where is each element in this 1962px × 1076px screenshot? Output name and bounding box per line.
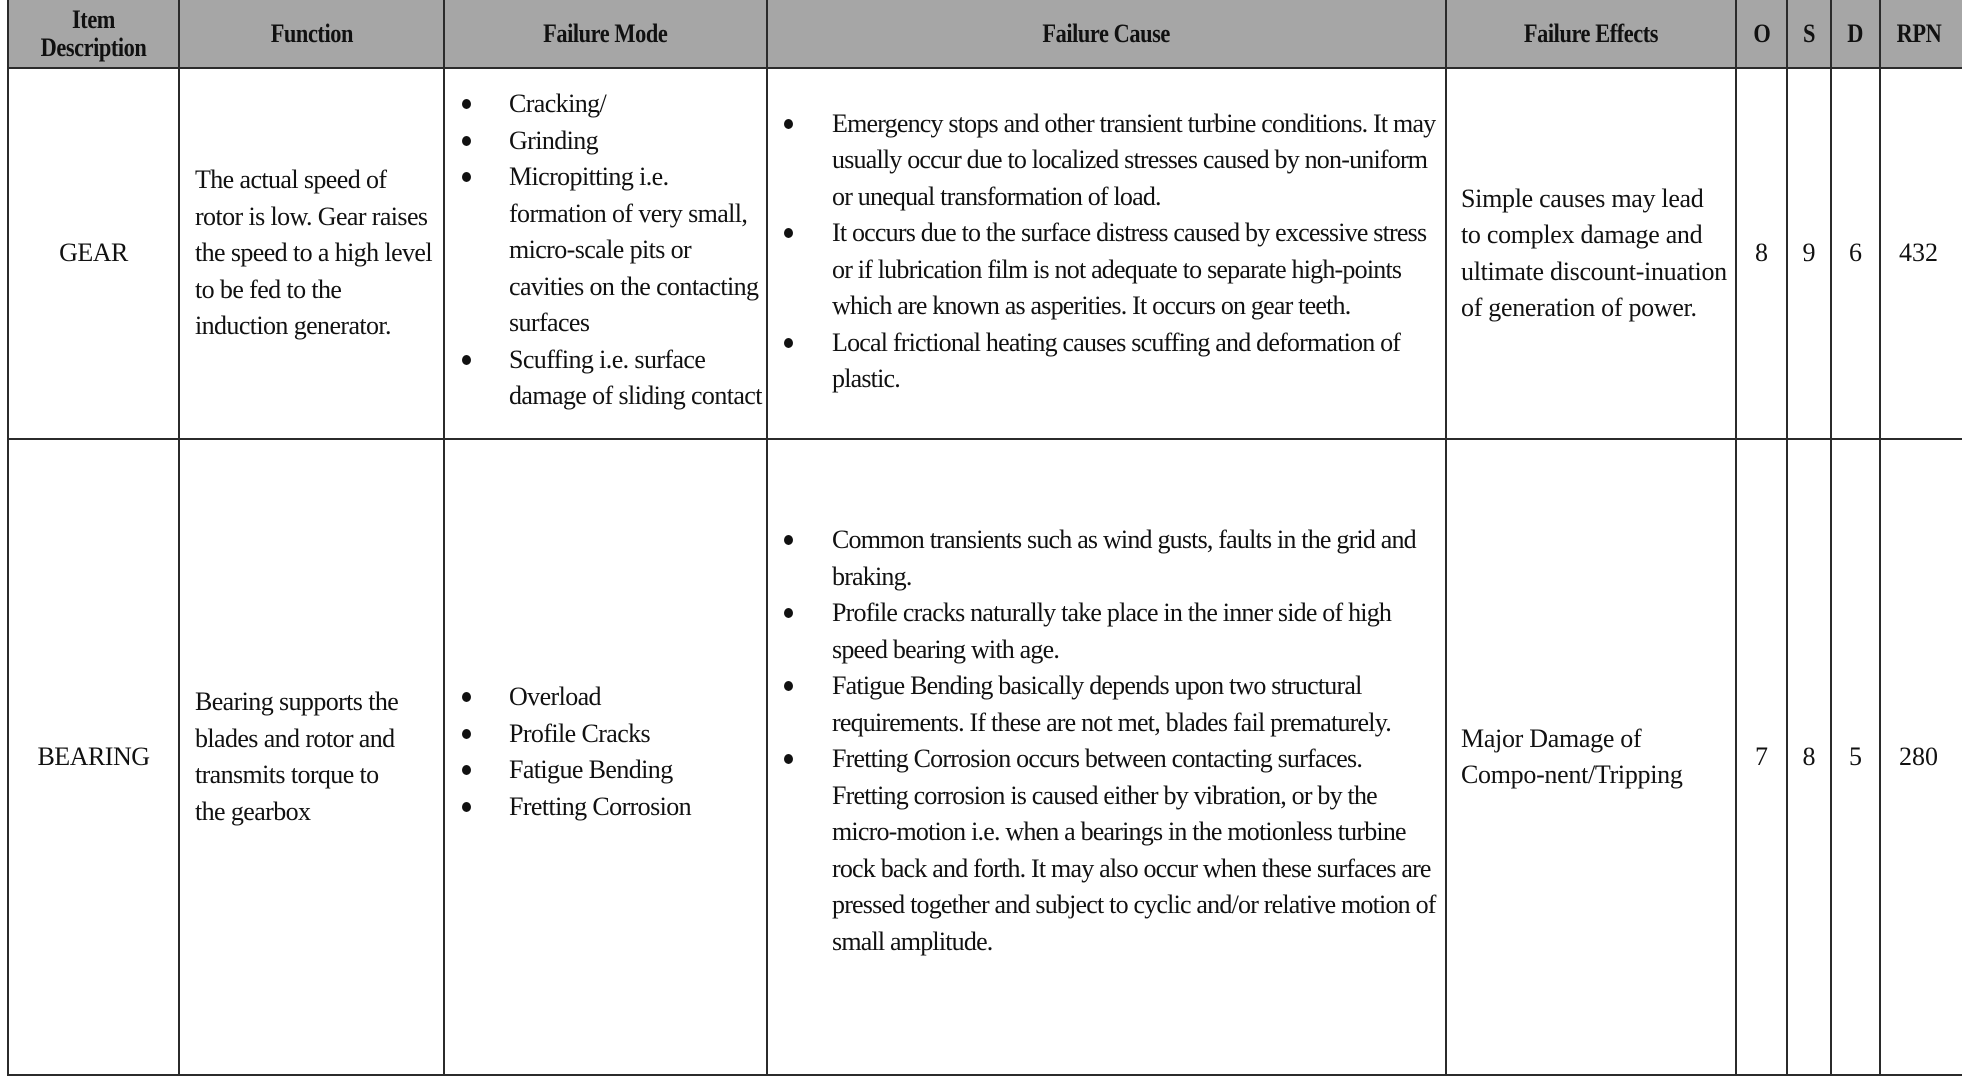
header-item-description (8, 0, 179, 68)
table-row-gear (8, 68, 1962, 439)
bullet-icon (784, 535, 793, 545)
header-failure-mode: Failure Mode (444, 0, 767, 68)
failure-mode-cell (444, 68, 767, 439)
item-description-cell: GEAR (8, 68, 179, 439)
header-item-description-label: Item Description (40, 4, 147, 62)
failure-mode-list (445, 86, 762, 415)
header-row (8, 0, 1962, 68)
severity-value: 9 (1787, 68, 1831, 439)
failure-mode-cell (444, 439, 767, 1075)
failure-cause-list (768, 522, 1441, 960)
bullet-icon (462, 692, 471, 702)
bullet-icon (784, 228, 793, 238)
function-cell: The actual speed of rotor is low. Gear raises the speed to a high level to be fed to the induction generator. (179, 68, 444, 439)
bullet-icon (784, 754, 793, 764)
occurrence-value: 7 (1736, 439, 1787, 1075)
failure-mode-item: Scuffing i.e. surface damage of sliding contact (445, 342, 762, 415)
header-failure-effects: Failure Effects (1446, 0, 1736, 68)
bullet-icon (462, 355, 471, 365)
header-detection: D (1831, 0, 1880, 68)
failure-cause-item: Local frictional heating causes scuffing and deformation of plastic. (768, 325, 1441, 398)
failure-effects-cell: Major Damage of Compo-nent/Tripping (1446, 439, 1736, 1075)
bullet-icon (462, 99, 471, 109)
occurrence-value: 8 (1736, 68, 1787, 439)
table-body (8, 68, 1962, 1075)
bullet-icon (784, 608, 793, 618)
rpn-value: 432 (1880, 68, 1962, 439)
bullet-icon (462, 729, 471, 739)
header-failure-cause: Failure Cause (767, 0, 1446, 68)
bullet-icon (784, 681, 793, 691)
failure-mode-item: Fretting Corrosion (445, 789, 762, 826)
failure-effects-cell: Simple causes may lead to complex damage and ultimate discount-inuation of generation of power. (1446, 68, 1736, 439)
item-description-cell: BEARING (8, 439, 179, 1075)
failure-mode-item: Grinding (445, 123, 762, 160)
bullet-icon (462, 136, 471, 146)
function-cell (179, 439, 444, 1075)
failure-mode-item: Cracking/ (445, 86, 762, 123)
failure-cause-item: Fatigue Bending basically depends upon two structural requirements. If these are not met, blades fail prematurely. (768, 668, 1441, 741)
rpn-value: 280 (1880, 439, 1962, 1075)
failure-cause-cell (767, 68, 1446, 439)
header-occurrence: O (1736, 0, 1787, 68)
bullet-icon (784, 119, 793, 129)
bullet-icon (784, 338, 793, 348)
failure-cause-list (768, 106, 1441, 398)
failure-mode-item: Overload (445, 679, 762, 716)
header-severity: S (1787, 0, 1831, 68)
detection-value: 5 (1831, 439, 1880, 1075)
failure-mode-item: Fatigue Bending (445, 752, 762, 789)
failure-cause-item: It occurs due to the surface distress caused by excessive stress or if lubrication film is not adequate to separate high-points which are known as asperities. It occurs on gear teeth. (768, 215, 1441, 325)
failure-cause-item: Common transients such as wind gusts, faults in the grid and braking. (768, 522, 1441, 595)
fmea-table (7, 0, 1962, 1076)
severity-value: 8 (1787, 439, 1831, 1075)
failure-mode-list (445, 679, 762, 825)
failure-mode-item: Profile Cracks (445, 716, 762, 753)
function-text: Bearing supports the blades and rotor and transmits torque to the gearbox (195, 687, 399, 826)
header-function: Function (179, 0, 444, 68)
detection-value: 6 (1831, 68, 1880, 439)
table-row-bearing (8, 439, 1962, 1075)
failure-cause-item: Fretting Corrosion occurs between contacting surfaces. Fretting corrosion is caused either by vibration, or by the micro-motion i.e. when a bearings in the motionless turbine rock back and forth. It may also occur when these surfaces are pressed together and subject to cyclic and/or relative motion of small amplitude. (768, 741, 1441, 960)
table-header (8, 0, 1962, 68)
header-rpn: RPN (1880, 0, 1962, 68)
failure-cause-cell (767, 439, 1446, 1075)
bullet-icon (462, 765, 471, 775)
failure-cause-item: Emergency stops and other transient turbine conditions. It may usually occur due to localized stresses caused by non-uniform or unequal transformation of load. (768, 106, 1441, 216)
bullet-icon (462, 802, 471, 812)
bullet-icon (462, 172, 471, 182)
failure-mode-item: Micropitting i.e. formation of very small, micro-scale pits or cavities on the contacting surfaces (445, 159, 762, 342)
failure-cause-item: Profile cracks naturally take place in the inner side of high speed bearing with age. (768, 595, 1441, 668)
